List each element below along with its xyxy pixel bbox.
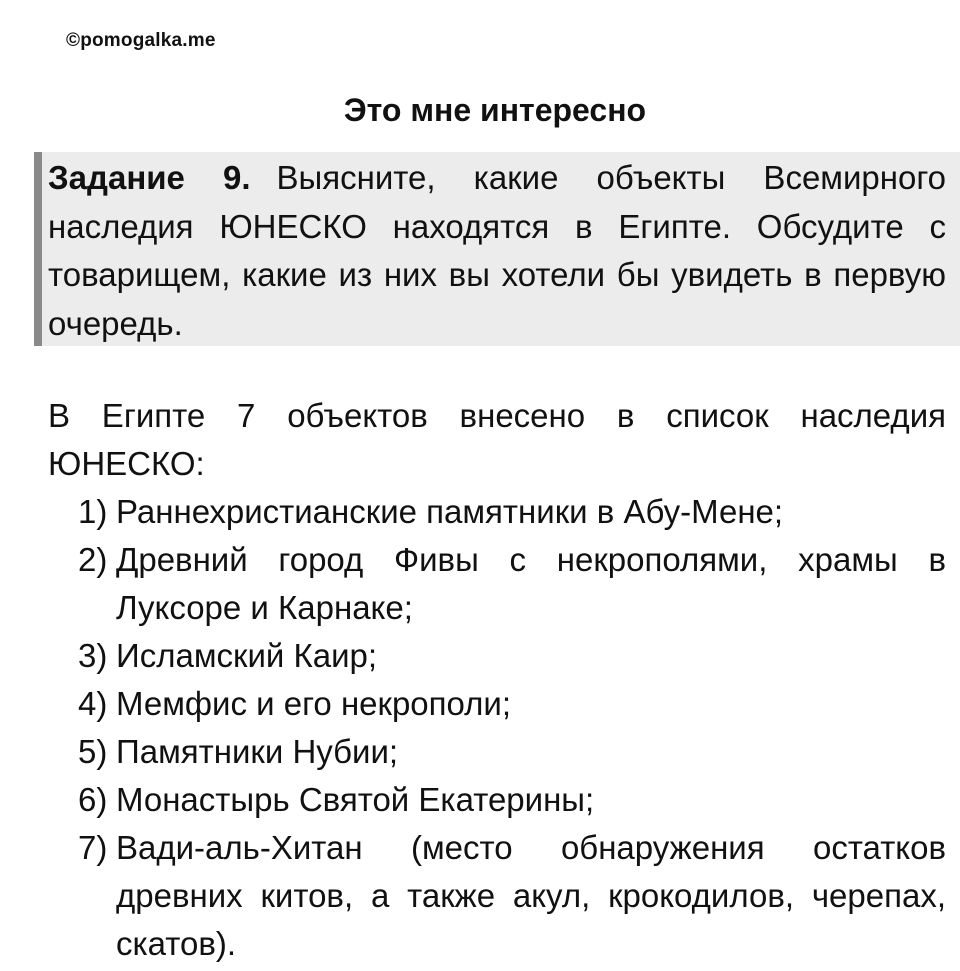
list-item-number: 6) bbox=[78, 781, 108, 818]
section-title: Это мне интересно bbox=[343, 92, 647, 128]
list-item bbox=[48, 728, 946, 776]
list-item bbox=[48, 536, 946, 632]
task-text bbox=[48, 154, 946, 348]
list-item-number: 2) bbox=[78, 541, 108, 578]
list-item-text: Вади-аль-Хитан (место обнаружения остатков древних китов, а также акул, крокодилов, черепах, скатов). bbox=[116, 829, 946, 962]
list-item-text: Монастырь Святой Екатерины; bbox=[116, 781, 595, 818]
list-item bbox=[48, 488, 946, 536]
list-item-text: Раннехристианские памятники в Абу-Мене; bbox=[116, 493, 784, 530]
answer-block bbox=[48, 392, 946, 968]
list-item-text: Памятники Нубии; bbox=[116, 733, 399, 770]
list-item bbox=[48, 632, 946, 680]
list-item bbox=[48, 824, 946, 968]
list-item-number: 7) bbox=[78, 829, 108, 866]
watermark: ©pomogalka.me bbox=[66, 30, 216, 51]
answer-intro: В Египте 7 объектов внесено в список наследия ЮНЕСКО: bbox=[48, 397, 946, 482]
list-item-text: Исламский Каир; bbox=[116, 637, 378, 674]
task-label: Задание 9. bbox=[48, 159, 251, 196]
list-item bbox=[48, 776, 946, 824]
heritage-list bbox=[48, 488, 946, 968]
list-item-text: Мемфис и его некрополи; bbox=[116, 685, 512, 722]
task-body: Выясните, какие объекты Всемирного наследия ЮНЕСКО находятся в Египте. Обсудите с товарищем, какие из них вы хотели бы увидеть в первую очередь. bbox=[48, 159, 947, 342]
list-item-number: 5) bbox=[78, 733, 108, 770]
list-item-number: 1) bbox=[78, 493, 108, 530]
list-item-number: 3) bbox=[78, 637, 108, 674]
list-item-text: Древний город Фивы с некрополями, храмы в Луксоре и Карнаке; bbox=[116, 541, 946, 626]
list-item bbox=[48, 680, 946, 728]
list-item-number: 4) bbox=[78, 685, 108, 722]
